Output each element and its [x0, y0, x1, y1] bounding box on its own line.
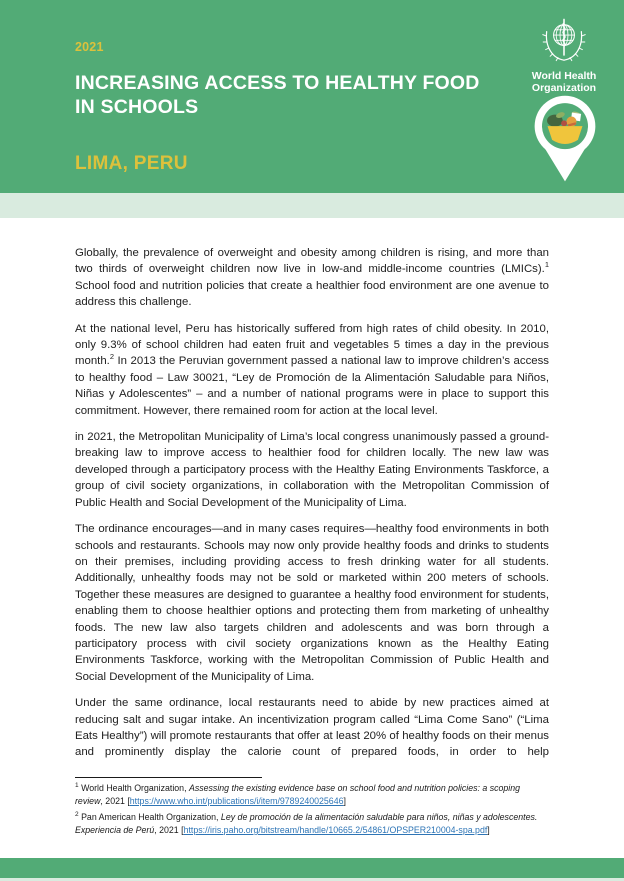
footnote-1-close-bracket: ]: [343, 796, 346, 807]
footnote-2-link[interactable]: https://iris.paho.org/bitstream/handle/10665.2/54861/OPSPER210004-spa.pdf: [183, 825, 488, 835]
document-body: [0, 218, 624, 837]
paragraph-1-text: Globally, the prevalence of overweight and obesity among children is rising, and more than two thirds of overweight children now live in low-and middle-income countries (LMICs).: [75, 247, 549, 276]
food-basket-pin-icon: [527, 93, 603, 185]
footnote-1-year: , 2021 [: [100, 796, 130, 807]
who-emblem-icon: [538, 16, 590, 68]
footnote-ref-2: 2: [109, 352, 114, 362]
footnote-1-author: World Health Organization,: [78, 782, 189, 793]
paragraph-2-continued: In 2013 the Peruvian government passed a national law to improve children’s access to healthy food – Law 30021, “Ley de Promoción de la Alimentación Saludable para Niños, Niñas y Adolescentes” – and a number of national programs were in place to support this commitment. However, there remained room for action at the local level.: [75, 355, 549, 417]
footnote-2-year: , 2021 [: [154, 825, 184, 835]
footnote-2-number: 2: [75, 810, 79, 818]
paragraph-1-continued: School food and nutrition policies that create a healthier food environment are one avenue to address this challenge.: [75, 279, 549, 309]
page-title-line-2: IN SCHOOLS: [75, 96, 199, 118]
header-banner: [0, 0, 624, 193]
paragraph-2: [75, 321, 549, 419]
paragraph-2-text: At the national level, Peru has historically suffered from high rates of child obesity. In 2010, only 9.3% of school children had eaten fruit and vegetables 5 times a day in the previous month.: [75, 322, 549, 368]
who-logo: [518, 16, 610, 94]
footnotes-section: [75, 782, 549, 838]
paragraph-1: [75, 245, 549, 311]
paragraph-4: The ordinance encourages—and in many cases requires—healthy food environments in both schools and restaurants. Schools may now only provide healthy foods and drinks to students on their premises, including providing access to fresh drinking water for all students. Additionally, unhealthy foods may not be sold or marketed within 200 meters of schools. Together these measures are designed to guarantee a healthy food environment for students, enabling them to choose healthier options and protecting them from marketing of unhealthy foods. The new law also targets children and adolescents and was born through a participatory process with civil society organizations known as the Healthy Eating Environments Taskforce, working with the Metropolitan Commission of Public Health and Social Development of the Municipality of Lima.: [75, 523, 549, 683]
header-divider-band: [0, 193, 624, 218]
page-title: [75, 71, 515, 119]
footnote-1: [75, 782, 549, 809]
paragraph-5: Under the same ordinance, local restaurants need to abide by new practices aimed at reducing salt and sugar intake. An incentivization program called “Lima Come Sano” (“Lima Eats Healthy”) will promote restaurants that offer at least 20% of healthy foods on their menus and prominently display the calorie count of prepared foods, in order to help: [75, 697, 549, 759]
who-logo-text-line-2: Organization: [531, 81, 597, 94]
page-subtitle: LIMA, PERU: [75, 153, 188, 174]
footer-band: [0, 858, 624, 878]
footnote-1-link[interactable]: https://www.who.int/publications/i/item/9789240025646: [129, 796, 344, 807]
paragraph-3: in 2021, the Metropolitan Municipality of Lima’s local congress unanimously passed a ground-breaking law to improve access to healthier food for children locally. The new law was developed through a participatory process with the Healthy Eating Environments Taskforce, a group of civil society organizations, in collaboration with the Metropolitan Commission of Public Health and Social Development of the Municipality of Lima.: [75, 431, 549, 509]
footnote-2-close-bracket: ]: [487, 825, 490, 835]
footnote-1-number: 1: [75, 781, 79, 789]
footnote-2-title: Ley de promoción de la alimentación saludable para niños, niñas y adolescentes. Experiencia de Perú: [75, 811, 538, 835]
footnote-separator: [75, 777, 262, 778]
who-logo-text-line-1: World Health: [531, 70, 597, 82]
report-year: 2021: [75, 40, 104, 54]
footnote-2: [75, 811, 549, 838]
footnote-ref-1: 1: [544, 260, 549, 270]
footnote-2-author: Pan American Health Organization,: [78, 811, 221, 822]
who-logo-text: [518, 71, 610, 94]
location-pin: [519, 93, 611, 185]
page-title-line-1: INCREASING ACCESS TO HEALTHY FOOD: [75, 72, 480, 94]
footnote-1-title: Assessing the existing evidence base on school food and nutrition policies: a scoping review: [75, 782, 521, 807]
